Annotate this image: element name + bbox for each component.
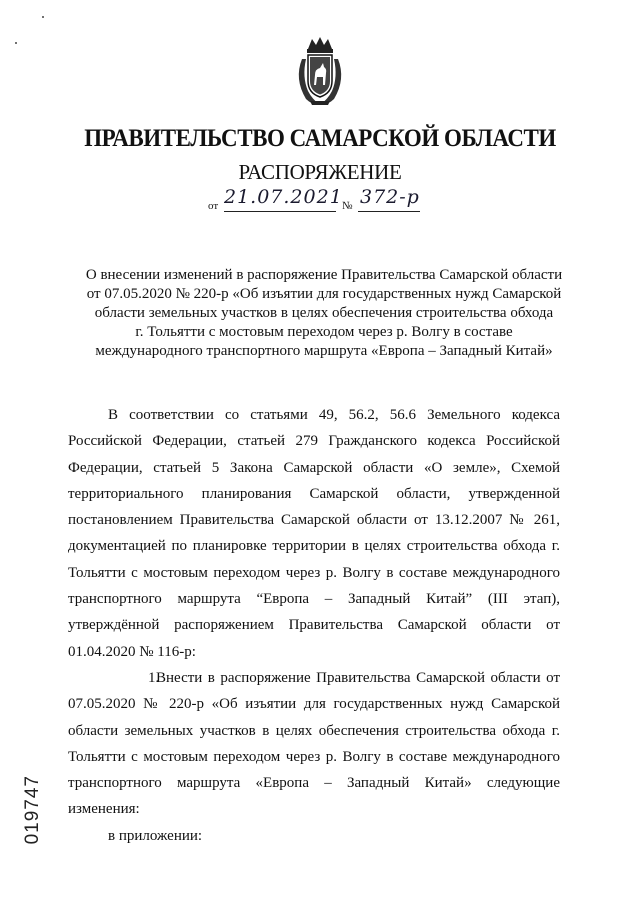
subject-line: от 07.05.2020 № 220-р «Об изъятии для государственных нужд Самарской [86,286,562,302]
margin-registration-stamp: 019747 [22,775,43,845]
document-number-line [208,186,438,216]
date-prefix: от [208,200,219,212]
item-number: 1. [148,669,160,686]
subject-line: О внесении изменений в распоряжение Правительства Самарской области [85,267,563,283]
scan-speck [15,42,17,44]
subject-line: области земельных участков в целях обеспечения строительства обхода [94,305,554,321]
preamble-paragraph: В соответствии со статьями 49, 56.2, 56.6 Земельного кодекса Российской Федерации, статьей 279 Гражданского кодекса Российской Федерации, статьей 5 Закона Самарской области «О земле», Схемой территориального планирования Самарской области, утвержденной постановлением Правительства Самарской области от 13.12.2007 № 261, документацией по планировке территории в целях строительства обхода г. Тольятти с мостовым переходом через р. Волгу в составе международного транспортного маршрута “Европа – Западный Китай” (III этап), утверждённой распоряжением Правительства Самарской области от 01.04.2020 № 116-р: [68,407,560,660]
document-date: 21.07.2021 [224,186,343,208]
document-body [68,402,560,849]
item-1-sub-paragraph: в приложении: [108,827,203,844]
document-subject [64,266,584,361]
number-underline [358,211,420,212]
date-underline [224,211,336,212]
item-1-paragraph [68,665,560,823]
scan-speck [42,16,44,18]
document-number: 372-р [360,186,420,208]
samara-coat-of-arms-icon [290,35,350,107]
item-1-text: Внести в распоряжение Правительства Самарской области от 07.05.2020 № 220-р «Об изъятии для государственных нужд Самарской области земельных участков в целях обеспечения строительства обхода г. Тольятти с мостовым переходом через р. Волгу в составе международного транспортного маршрута «Европа – Западный Китай» следующие изменения: [68,669,560,818]
subject-line: международного транспортного маршрута «Европа – Западный Китай» [95,343,553,359]
subject-line: г. Тольятти с мостовым переходом через р. Волгу в составе [135,324,513,340]
document-type: РАСПОРЯЖЕНИЕ [238,160,402,184]
org-title: ПРАВИТЕЛЬСТВО САМАРСКОЙ ОБЛАСТИ [84,125,556,152]
number-prefix: № [342,200,353,212]
